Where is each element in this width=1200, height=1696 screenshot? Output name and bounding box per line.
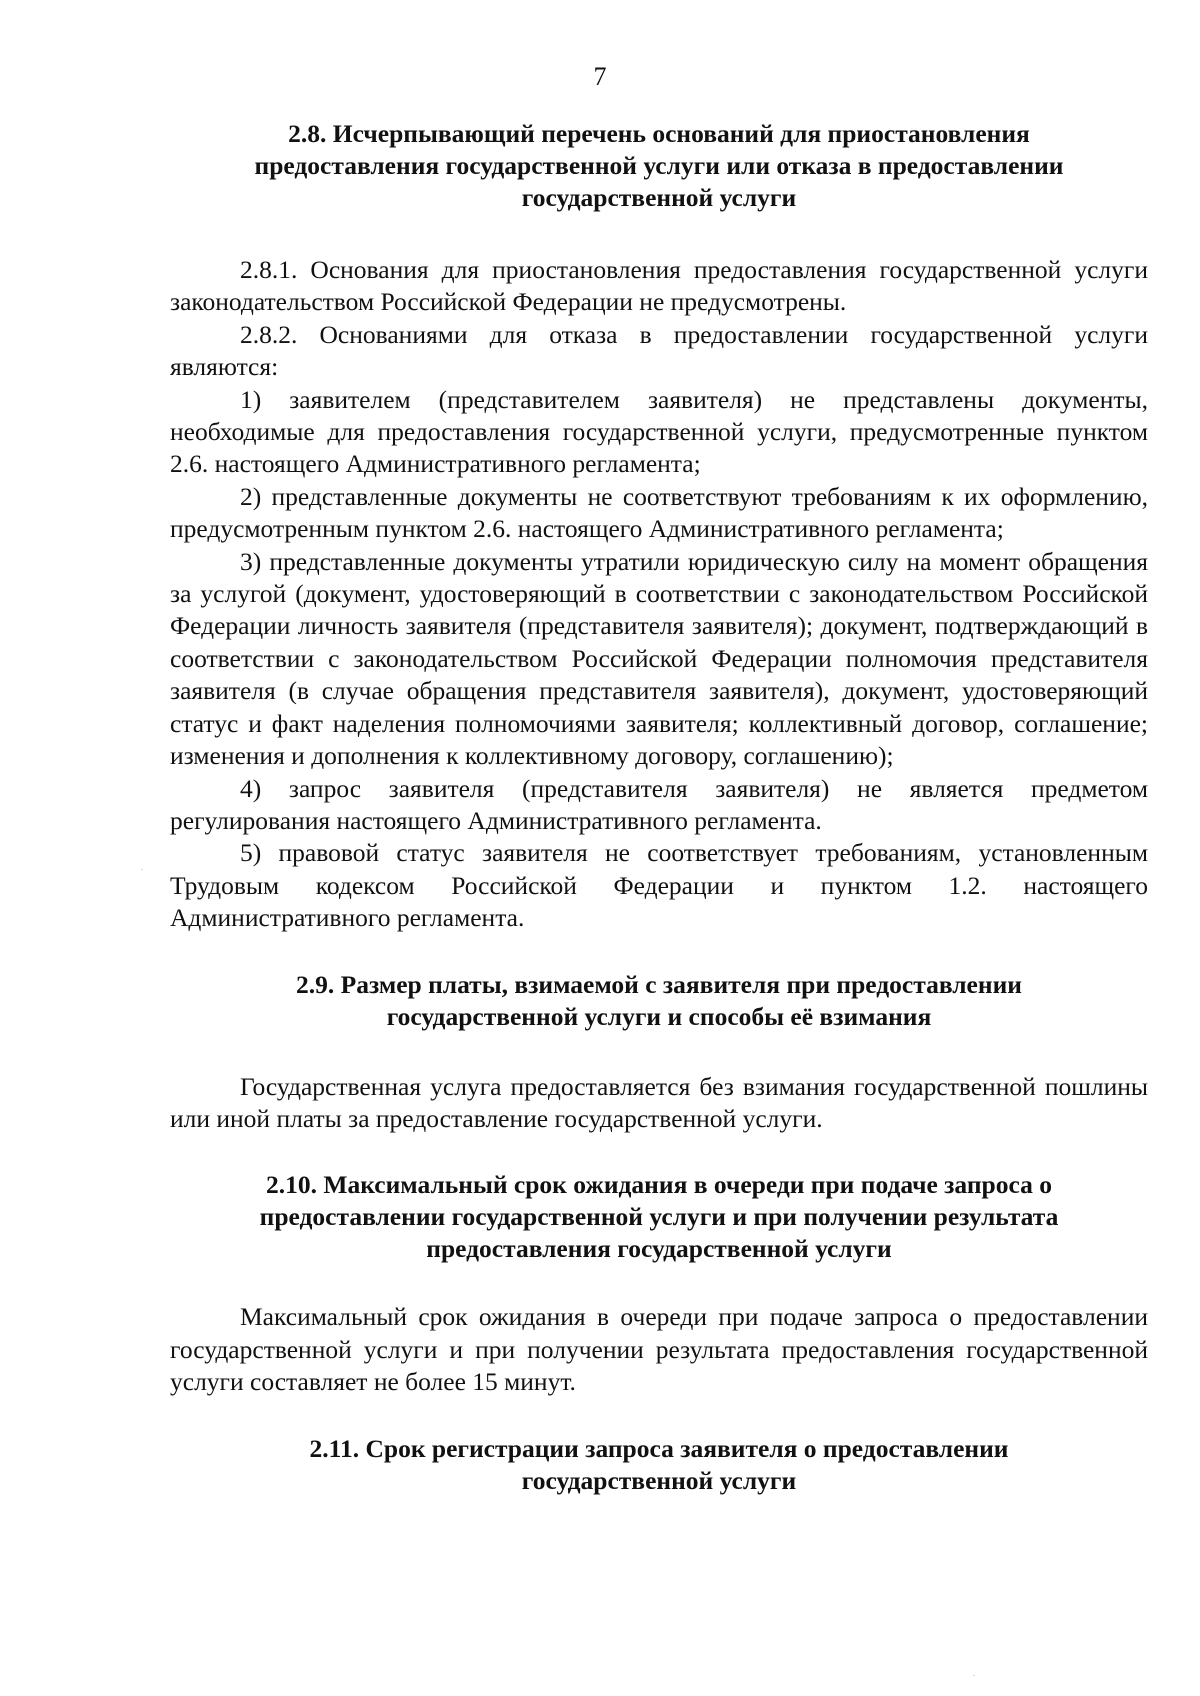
section-heading-2-8 xyxy=(170,118,1148,214)
paragraph-2-8-2: 2.8.2. Основаниями для отказа в предоставлении государственной услуги являются: xyxy=(170,319,1148,382)
heading-line: 2.11. Срок регистрации запроса заявителя о предоставлении xyxy=(309,1433,1009,1463)
scan-speck: · xyxy=(972,1668,976,1682)
list-item-4: 4) запрос заявителя (представителя заявителя) не является предметом регулирования настоящего Административного регламента. xyxy=(170,773,1148,835)
paragraph-2-9: Государственная услуга предоставляется без взимания государственной пошлины или иной платы за предоставление государственной услуги. xyxy=(170,1071,1148,1133)
heading-line: предоставлении государственной услуги и при получении результата xyxy=(259,1202,1059,1232)
list-item-2: 2) представленные документы не соответствуют требованиям к их оформлению, предусмотренным пунктом 2.6. настоящего Административного регламента; xyxy=(170,481,1148,544)
paragraph-2-8-1: 2.8.1. Основания для приостановления предоставления государственной услуги законодательством Российской Федерации не предусмотрены. xyxy=(170,255,1148,317)
page-number: 7 xyxy=(593,62,607,91)
heading-line: государственной услуги и способы её взимания xyxy=(386,1001,932,1031)
document-body xyxy=(170,118,1148,1497)
heading-line: 2.9. Размер платы, взимаемой с заявителя при предоставлении xyxy=(296,969,1022,999)
heading-line: государственной услуги xyxy=(521,183,797,212)
heading-line: государственной услуги xyxy=(521,1465,797,1495)
heading-line: 2.10. Максимальный срок ожидания в очереди при подаче запроса о xyxy=(266,1170,1052,1200)
section-heading-2-10 xyxy=(170,1169,1148,1265)
list-item-5: 5) правовой статус заявителя не соответствует требованиям, установленным Трудовым кодексом Российской Федерации и пунктом 1.2. настоящего Административного регламента. xyxy=(170,838,1148,933)
list-item-1: 1) заявителем (представителем заявителя) не представлены документы, необходимые для предоставления государственной услуги, предусмотренные пунктом 2.6. настоящего Административного регламента; xyxy=(170,384,1148,479)
paragraph-2-10: Максимальный срок ожидания в очереди при подаче запроса о предоставлении государственной услуги и при получении результата предоставления государственной услуги составляет не более 15 минут. xyxy=(170,1302,1148,1397)
section-heading-2-9 xyxy=(170,969,1148,1033)
heading-line: 2.8. Исчерпывающий перечень оснований для приостановления xyxy=(288,119,1030,148)
heading-line: предоставления государственной услуги или отказа в предоставлении xyxy=(254,151,1064,180)
section-heading-2-11 xyxy=(170,1433,1148,1497)
list-item-3: 3) представленные документы утратили юридическую силу на момент обращения за услугой (документ, удостоверяющий в соответствии с законодательством Российской Федерации личность заявителя (представителя заявителя); документ, подтверждающий в соответствии с законодательством Российской Федерации полномочия представителя заявителя (в случае обращения представителя заявителя), документ, удостоверяющий статус и факт наделения полномочиями заявителя; коллективный договор, соглашение; изменения и дополнения к коллективному договору, соглашению); xyxy=(170,546,1148,771)
scan-speck: · xyxy=(140,862,144,876)
heading-line: предоставления государственной услуги xyxy=(426,1234,892,1264)
